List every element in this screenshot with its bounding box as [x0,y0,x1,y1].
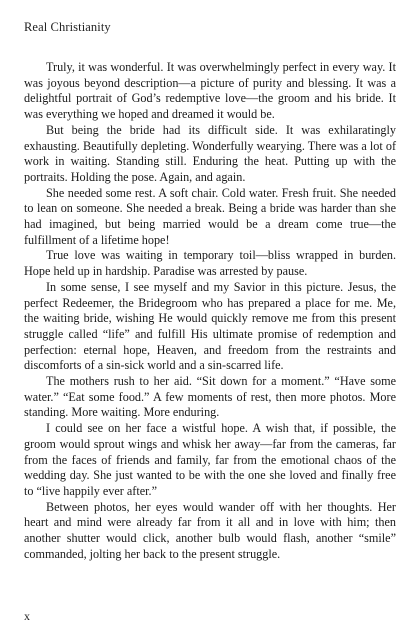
body-text [24,60,396,563]
paragraph: In some sense, I see myself and my Savior in this picture. Jesus, the perfect Redeemer, the Bridegroom who has prepared a place for me. Me, the waiting bride, wishing He would quickly remove me from this present struggle called “life” and fulfill His ultimate promise of redemption and perfection: eternal hope, Heaven, and freedom from the restraints and discomforts of a sin-sick world and a sin-scarred life. [24,279,396,373]
paragraph: True love was waiting in temporary toil—bliss wrapped in burden. Hope held up in hardship. Paradise was arrested by pause. [24,248,396,279]
paragraph: But being the bride had its difficult side. It was exhilaratingly exhausting. Beautifully depleting. Wonderfully wearying. There was a lot of work in waiting. Standing still. Enduring the heat. Putting up with the portraits. Holding the pose. Again, and again. [24,122,396,184]
page-number: x [24,609,30,623]
paragraph: Between photos, her eyes would wander off with her thoughts. Her heart and mind were already far from it all and in love with him; then another shutter would click, another bulb would flash, another “smile” commanded, jolting her back to the present struggle. [24,499,396,561]
paragraph: Truly, it was wonderful. It was overwhelmingly perfect in every way. It was joyous beyond description—a picture of purity and blessing. It was a delightful portrait of God’s redemptive love—the groom and his bride. It was everything we hoped and dreamed it would be. [24,60,396,122]
paragraph: The mothers rush to her aid. “Sit down for a moment.” “Have some water.” “Eat some food.” A few moments of rest, then more photos. More standing. More waiting. More enduring. [24,374,396,420]
paragraph: She needed some rest. A soft chair. Cold water. Fresh fruit. She needed to lean on someone. She needed a break. Being a bride was harder than she had imagined, but being married would be a dream come true—the fulfillment of a lifetime hope! [24,185,396,247]
paragraph: I could see on her face a wistful hope. A wish that, if possible, the groom would sprout wings and whisk her away—far from the cameras, far from the faces of friends and family, far from the emotional chaos of the wedding day. She just wanted to be with the one she loved and finally free to “live happily ever after.” [24,421,396,498]
running-header: Real Christianity [24,20,111,34]
